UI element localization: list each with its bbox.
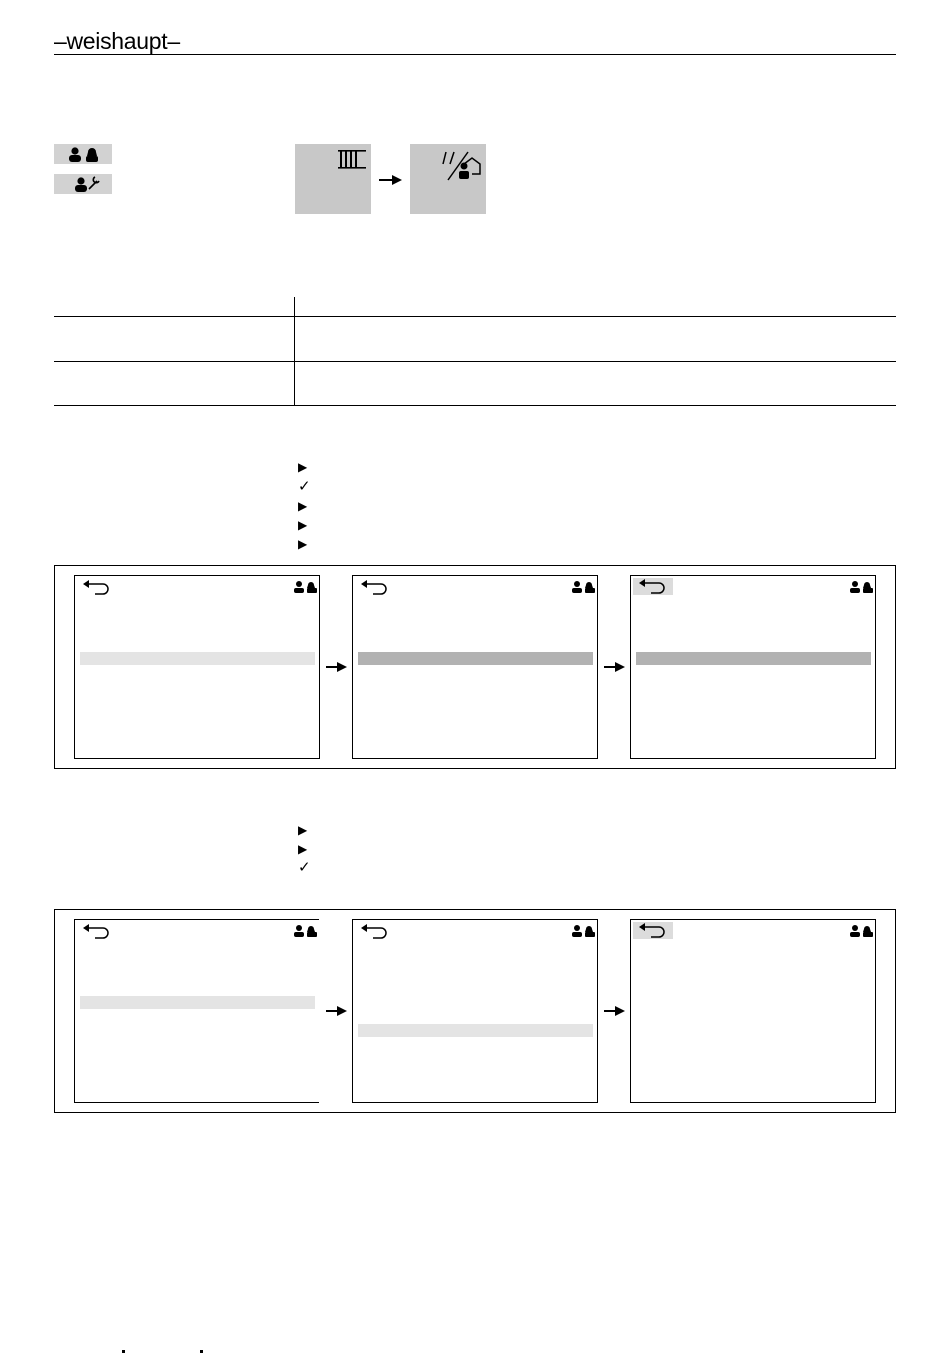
arrow-icon (603, 660, 627, 678)
table-row-rule (54, 316, 896, 317)
table-divider (294, 297, 295, 317)
display-screen (74, 575, 320, 759)
back-button-focused[interactable] (633, 578, 673, 595)
user-level-icon (850, 924, 874, 943)
header-rule (54, 54, 896, 55)
back-icon[interactable] (358, 580, 392, 601)
step-marker: ▶ (298, 842, 308, 856)
step-marker: ▶ (298, 823, 308, 837)
radiator-icon (295, 144, 371, 214)
menu-item-selected[interactable] (80, 652, 315, 665)
footer-dot (200, 1350, 203, 1353)
user-level-icon (572, 924, 596, 943)
step-marker: ▶ (298, 537, 308, 551)
back-button-focused[interactable] (633, 922, 673, 939)
brand-logo: –weishaupt– (54, 28, 180, 54)
arrow-icon (325, 1004, 349, 1022)
holiday-menu-tile (410, 144, 486, 214)
end-user-badge (54, 144, 112, 164)
user-technician-icon (54, 174, 112, 194)
menu-item-selected[interactable] (80, 996, 315, 1009)
step-check: ✓ (298, 859, 311, 876)
back-icon (633, 922, 673, 939)
user-end-user-icon (54, 144, 112, 164)
back-icon[interactable] (80, 924, 114, 945)
arrow-icon (603, 1004, 627, 1022)
back-icon[interactable] (358, 924, 392, 945)
user-level-icon (850, 580, 874, 599)
holiday-mode-icon (410, 144, 486, 214)
step-marker: ▶ (298, 518, 308, 532)
user-level-icon (294, 924, 318, 943)
user-level-icon (294, 580, 318, 599)
arrow-icon (325, 660, 349, 678)
back-icon[interactable] (80, 580, 114, 601)
step-marker: ▶ (298, 460, 308, 474)
table-row-rule (54, 405, 896, 406)
display-screen (352, 575, 598, 759)
table-row-rule (54, 361, 896, 362)
step-marker: ▶ (298, 499, 308, 513)
heating-menu-tile (295, 144, 371, 214)
menu-item-active[interactable] (358, 652, 593, 665)
display-screen (630, 575, 876, 759)
technician-badge (54, 174, 112, 194)
arrow-icon (378, 173, 404, 191)
user-level-icon (572, 580, 596, 599)
back-icon (633, 578, 673, 595)
step-check: ✓ (298, 478, 311, 495)
display-screen (630, 919, 876, 1103)
menu-item-active[interactable] (636, 652, 871, 665)
footer-dot (122, 1350, 125, 1353)
menu-item-selected[interactable] (358, 1024, 593, 1037)
display-screen (352, 919, 598, 1103)
display-screen (74, 919, 319, 1103)
